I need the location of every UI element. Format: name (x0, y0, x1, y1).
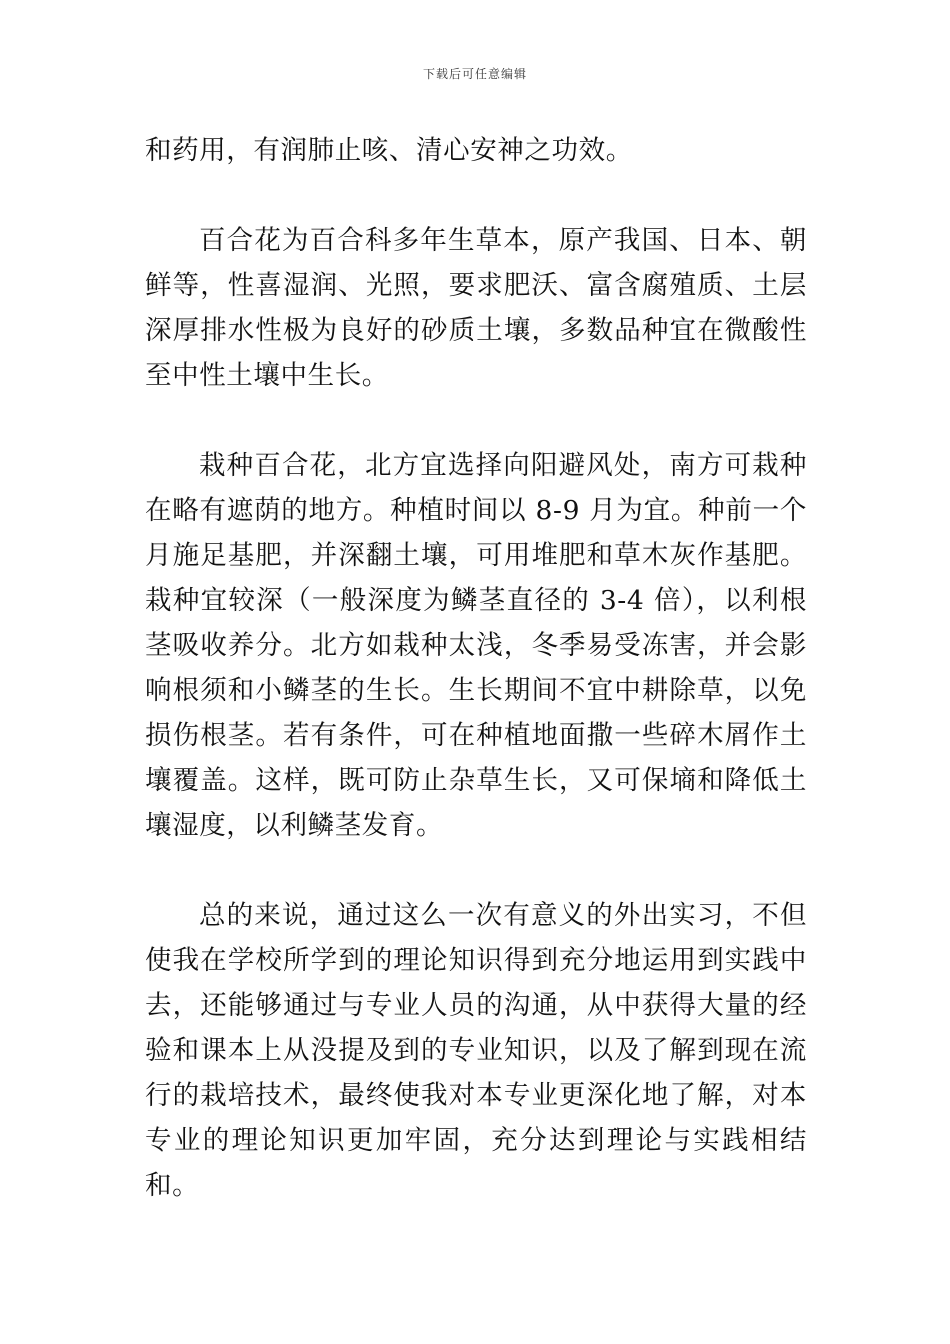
paragraph-lily-overview: 百合花为百合科多年生草本，原产我国、日本、朝鲜等，性喜湿润、光照，要求肥沃、富含腐殖质、土层深厚排水性极为良好的砂质土壤，多数品种宜在微酸性至中性土壤中生长。 (145, 225, 807, 391)
paragraph-internship-summary: 总的来说，通过这么一次有意义的外出实习，不但使我在学校所学到的理论知识得到充分地运用到实践中去，还能够通过与专业人员的沟通，从中获得大量的经验和课本上从没提及到的专业知识，以及了解到现在流行的栽培技术，最终使我对本专业更深化地了解，对本专业的理论知识更加牢固，充分达到理论与实践相结和。 (145, 900, 807, 1201)
page-header-note: 下载后可任意编辑 (422, 67, 527, 81)
paragraph-continuation: 和药用，有润肺止咳、清心安神之功效。 (145, 135, 633, 166)
document-body (145, 128, 807, 1208)
paragraph-lily-planting: 栽种百合花，北方宜选择向阳避风处，南方可栽种在略有遮荫的地方。种植时间以 8-9 月为宜。种前一个月施足基肥，并深翻土壤，可用堆肥和草木灰作基肥。栽种宜较深（一般深度为鳞茎直径的 3-4 倍），以利根茎吸收养分。北方如栽种太浅，冬季易受冻害，并会影响根须和小鳞茎的生长。生长期间不宜中耕除草，以免损伤根茎。若有条件，可在种植地面撒一些碎木屑作土壤覆盖。这样，既可防止杂草生长，又可保墒和降低土壤湿度，以利鳞茎发育。 (145, 450, 807, 841)
